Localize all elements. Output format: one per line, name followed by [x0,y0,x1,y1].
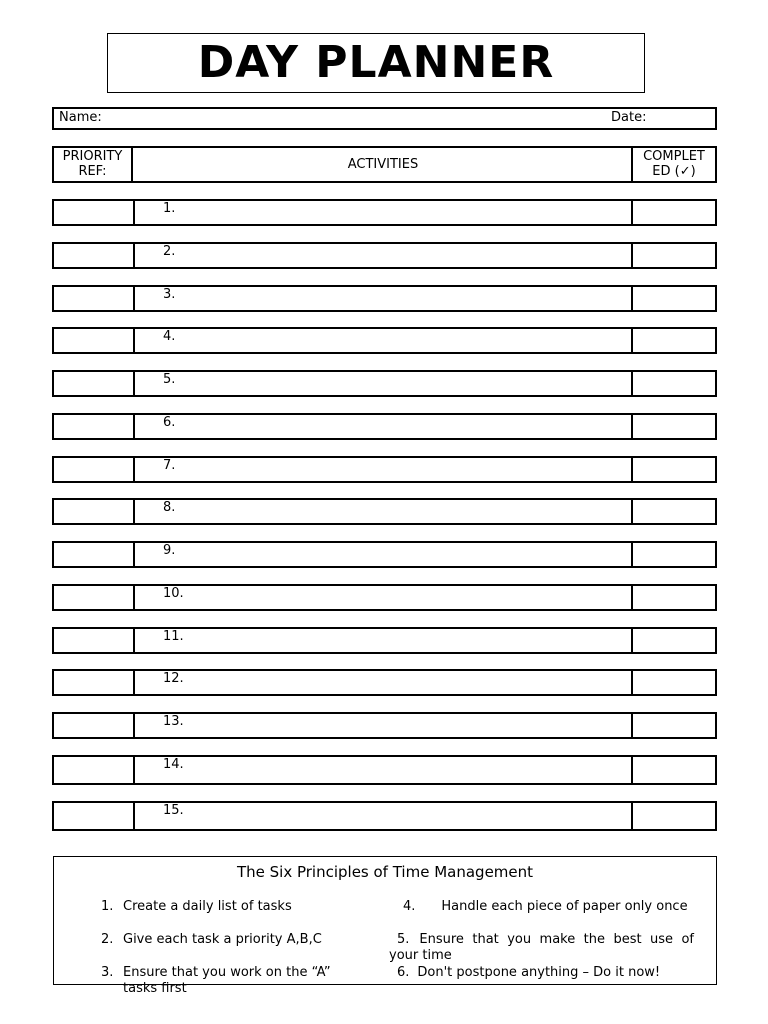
priority-cell[interactable] [54,500,135,523]
activity-row [52,498,717,525]
page-title: DAY PLANNER [197,37,555,88]
activity-cell[interactable] [135,244,631,267]
activity-cell[interactable] [135,329,631,352]
activity-row [52,627,717,654]
principle-number: 4. [403,899,416,914]
activity-cell[interactable] [135,757,631,783]
completed-cell[interactable] [631,629,717,652]
priority-cell[interactable] [54,287,135,310]
row-number: 5. [163,372,176,387]
activity-row [52,242,717,269]
activity-cell[interactable] [135,629,631,652]
completed-cell[interactable] [631,201,717,224]
completed-cell[interactable] [631,458,717,481]
principle-text: Create a daily list of tasks [123,899,292,914]
priority-cell[interactable] [54,714,135,737]
principle-text: Ensure that you make the best use of your time [389,932,694,963]
completed-cell[interactable] [631,714,717,737]
activity-row [52,712,717,739]
row-number: 9. [163,543,176,558]
activity-row [52,755,717,785]
activity-row [52,370,717,397]
priority-cell[interactable] [54,372,135,395]
priority-cell[interactable] [54,757,135,783]
activity-cell[interactable] [135,287,631,310]
completed-cell[interactable] [631,500,717,523]
date-label: Date: [611,110,647,125]
priority-cell[interactable] [54,244,135,267]
priority-cell[interactable] [54,329,135,352]
principle-number: 5. [397,932,410,947]
row-number: 4. [163,329,176,344]
priority-cell[interactable] [54,629,135,652]
completed-cell[interactable] [631,372,717,395]
name-label: Name: [59,110,102,125]
row-number: 6. [163,415,176,430]
row-number: 8. [163,500,176,515]
activity-row [52,456,717,483]
principle-text: Handle each piece of paper only once [441,899,688,914]
principle-item [389,899,694,915]
principle-text: Don't postpone anything – Do it now! [417,965,661,980]
table-header [52,146,717,183]
activity-cell[interactable] [135,714,631,737]
principle-number: 2. [101,932,114,947]
completed-cell[interactable] [631,329,717,352]
priority-cell[interactable] [54,671,135,694]
row-number: 15. [163,803,184,818]
activity-cell[interactable] [135,372,631,395]
row-number: 13. [163,714,184,729]
activity-cell[interactable] [135,500,631,523]
activity-cell[interactable] [135,586,631,609]
activities-header: ACTIVITIES [347,157,419,172]
row-number: 14. [163,757,184,772]
principle-text: Give each task a priority A,B,C [123,932,322,947]
activity-cell[interactable] [135,201,631,224]
completed-cell[interactable] [631,415,717,438]
row-number: 2. [163,244,176,259]
priority-cell[interactable] [54,458,135,481]
principle-number: 1. [101,899,114,914]
activity-row [52,584,717,611]
activity-row [52,285,717,312]
activity-cell[interactable] [135,415,631,438]
completed-cell[interactable] [631,586,717,609]
completed-cell[interactable] [631,757,717,783]
row-number: 12. [163,671,184,686]
row-number: 7. [163,458,176,473]
completed-header: COMPLET ED (✓) [631,148,715,181]
principle-number: 6. [397,965,410,980]
principles-title: The Six Principles of Time Management [236,863,534,881]
activity-cell[interactable] [135,458,631,481]
principle-number: 3. [101,965,114,980]
priority-cell[interactable] [54,543,135,566]
principle-text: Ensure that you work on the “A” tasks first [123,965,331,996]
activity-row [52,327,717,354]
row-number: 1. [163,201,176,216]
principle-item [389,932,694,964]
row-number: 11. [163,629,184,644]
priority-cell[interactable] [54,586,135,609]
priority-cell[interactable] [54,415,135,438]
activity-row [52,669,717,696]
completed-cell[interactable] [631,803,717,829]
completed-cell[interactable] [631,244,717,267]
principles-box [53,856,717,996]
activity-row [52,541,717,568]
activity-row [52,413,717,440]
name-date-bar [52,107,717,130]
completed-cell[interactable] [631,671,717,694]
activity-cell[interactable] [135,803,631,829]
priority-cell[interactable] [54,803,135,829]
activity-cell[interactable] [135,543,631,566]
completed-cell[interactable] [631,543,717,566]
completed-cell[interactable] [631,287,717,310]
priority-header: PRIORITY REF: [54,148,133,181]
row-number: 3. [163,287,176,302]
activity-cell[interactable] [135,671,631,694]
row-number: 10. [163,586,184,601]
priority-cell[interactable] [54,201,135,224]
principle-item [389,965,694,981]
title-box [107,33,645,93]
activity-row [52,199,717,226]
activity-row [52,801,717,831]
